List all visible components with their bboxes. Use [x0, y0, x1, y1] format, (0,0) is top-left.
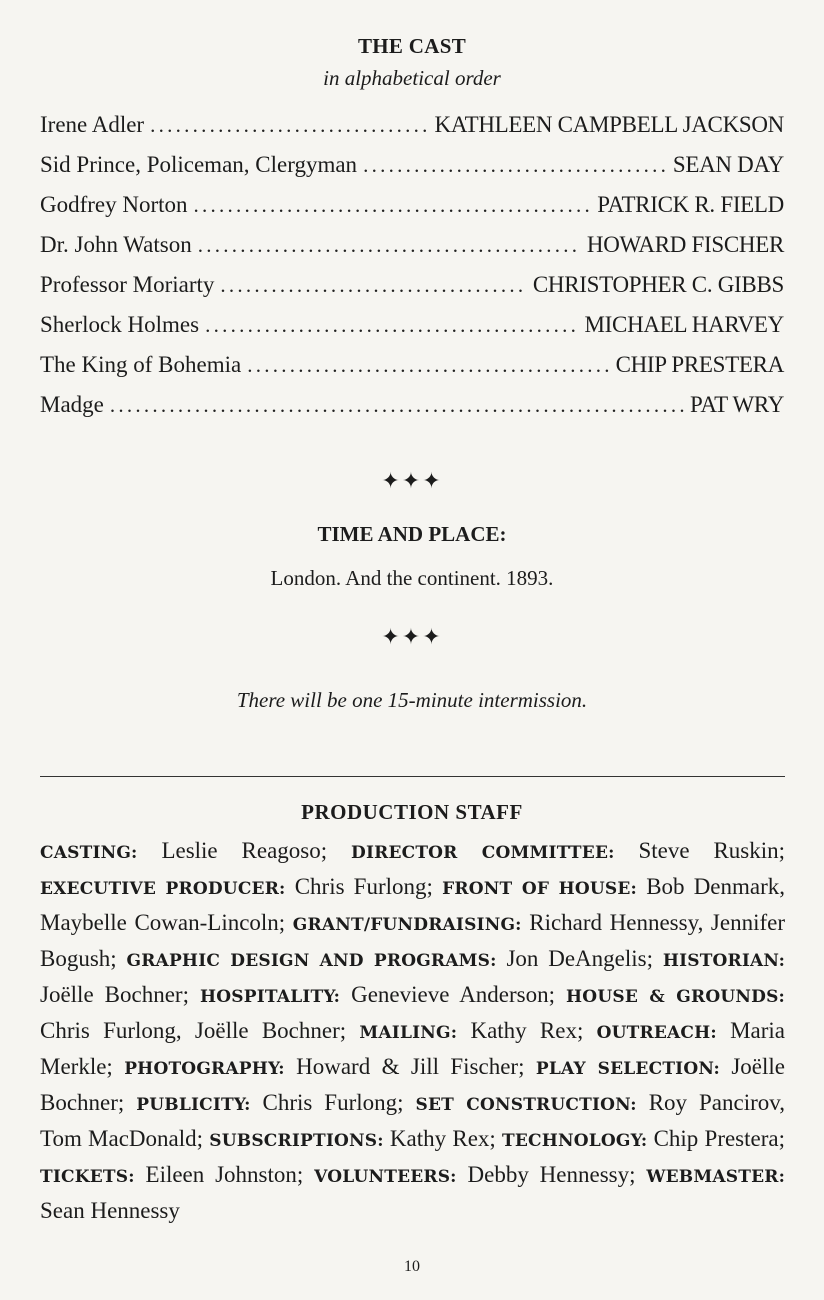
cast-role: Irene Adler	[40, 112, 145, 137]
cast-actor: CHIP PRESTERA	[615, 352, 784, 377]
staff-job: CASTING:	[40, 843, 138, 863]
cast-subtitle: in alphabetical order	[323, 66, 501, 90]
staff-job: EXECUTIVE PRODUCER:	[40, 879, 286, 899]
intermission-note: There will be one 15-minute intermission.	[236, 688, 588, 712]
staff-job: OUTREACH:	[596, 1023, 717, 1043]
staff-names: Bob Denmark, Maybelle Cowan-Lincoln;	[40, 874, 786, 935]
cast-actor: MICHAEL HARVEY	[584, 312, 784, 337]
staff-names: Chris Furlong;	[262, 1090, 404, 1115]
cast-actor: CHRISTOPHER C. GIBBS	[532, 272, 784, 297]
cast-row	[40, 232, 784, 272]
ornament-divider-icon: ✦✦✦	[381, 624, 443, 649]
dot-leader	[363, 153, 667, 178]
staff-job: GRAPHIC DESIGN AND PROGRAMS:	[126, 951, 497, 971]
cast-row	[40, 112, 784, 152]
staff-names: Jon DeAngelis;	[506, 946, 653, 971]
staff-job: FRONT OF HOUSE:	[442, 879, 638, 899]
staff-names: Howard & Jill Fischer;	[296, 1054, 525, 1079]
dot-leader	[110, 393, 684, 418]
cast-role: Dr. John Watson	[40, 232, 192, 257]
cast-actor: SEAN DAY	[672, 152, 784, 177]
staff-job: VOLUNTEERS:	[314, 1167, 457, 1187]
dot-leader	[198, 233, 581, 258]
cast-actor: PATRICK R. FIELD	[597, 192, 784, 217]
staff-names: Kathy Rex;	[389, 1126, 496, 1151]
cast-row	[40, 272, 784, 312]
cast-role: Madge	[40, 392, 104, 417]
staff-names: Eileen Johnston;	[145, 1162, 304, 1187]
staff-names: Joëlle Bochner;	[40, 1054, 785, 1115]
cast-actor: KATHLEEN CAMPBELL JACKSON	[434, 112, 784, 137]
staff-names: Roy Pancirov, Tom MacDonald;	[40, 1090, 785, 1151]
horizontal-rule	[40, 776, 785, 777]
cast-role: The King of Bohemia	[40, 352, 242, 377]
cast-row	[40, 392, 784, 432]
staff-job: HISTORIAN:	[662, 951, 786, 971]
dot-leader	[205, 313, 578, 338]
cast-heading: THE CAST	[357, 34, 466, 58]
staff-names: Steve Ruskin;	[638, 838, 786, 863]
time-place-heading: TIME AND PLACE:	[317, 522, 507, 546]
staff-names: Leslie Reagoso;	[161, 838, 328, 863]
staff-names: Richard Hennessy, Jennifer Bogush;	[40, 910, 785, 971]
staff-job: PLAY SELECTION:	[535, 1059, 720, 1079]
staff-job: HOUSE & GROUNDS:	[566, 987, 786, 1007]
staff-job: HOSPITALITY:	[200, 987, 341, 1007]
cast-row	[40, 312, 784, 352]
staff-job: PUBLICITY:	[136, 1095, 251, 1115]
staff-job: TECHNOLOGY:	[502, 1131, 648, 1151]
staff-names: Chip Prestera;	[653, 1126, 785, 1151]
cast-role: Godfrey Norton	[40, 192, 188, 217]
staff-names: Debby Hennessy;	[467, 1162, 636, 1187]
cast-actor: HOWARD FISCHER	[586, 232, 784, 257]
staff-names: Chris Furlong, Joëlle Bochner;	[40, 1018, 347, 1043]
dot-leader	[194, 193, 592, 218]
dot-leader	[150, 113, 428, 138]
staff-names: Kathy Rex;	[470, 1018, 584, 1043]
page-number: 10	[404, 1258, 420, 1275]
staff-job: PHOTOGRAPHY:	[124, 1059, 285, 1079]
cast-actor: PAT WRY	[690, 392, 784, 417]
cast-row	[40, 152, 784, 192]
cast-list	[40, 112, 784, 432]
staff-names: Joëlle Bochner;	[40, 982, 189, 1007]
dot-leader	[220, 273, 526, 298]
dot-leader	[247, 353, 609, 378]
staff-job: WEBMASTER:	[646, 1167, 786, 1187]
staff-job: SUBSCRIPTIONS:	[209, 1131, 384, 1151]
time-place-text: London. And the continent. 1893.	[270, 566, 554, 590]
cast-row	[40, 192, 784, 232]
cast-role: Sid Prince, Policeman, Clergyman	[40, 152, 358, 177]
cast-row	[40, 352, 784, 392]
ornament-divider-icon: ✦✦✦	[381, 468, 443, 493]
staff-names: Maria Merkle;	[40, 1018, 786, 1079]
staff-names: Genevieve Anderson;	[351, 982, 556, 1007]
cast-role: Professor Moriarty	[40, 272, 215, 297]
staff-list	[40, 834, 785, 1228]
staff-job: DIRECTOR COMMITTEE:	[351, 843, 615, 863]
staff-job: GRANT/FUNDRAISING:	[292, 915, 522, 935]
staff-heading: PRODUCTION STAFF	[301, 800, 523, 824]
cast-role: Sherlock Holmes	[40, 312, 200, 337]
staff-job: MAILING:	[359, 1023, 458, 1043]
staff-job: SET CONSTRUCTION:	[415, 1095, 637, 1115]
staff-names: Sean Hennessy	[40, 1198, 180, 1223]
staff-job: TICKETS:	[40, 1167, 135, 1187]
staff-names: Chris Furlong;	[294, 874, 433, 899]
